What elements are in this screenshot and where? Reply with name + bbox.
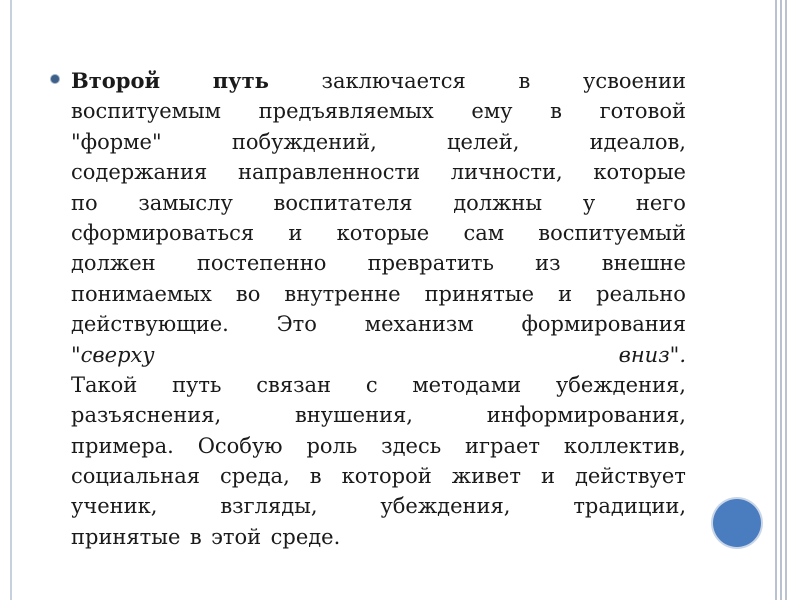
border-stripe [775, 0, 777, 600]
text-word: готовой [599, 99, 686, 124]
text-line [71, 461, 686, 491]
text-word: в [189, 524, 202, 549]
text-word: информирования, [486, 403, 686, 428]
text-word: Это [276, 312, 317, 337]
text-word: и [288, 220, 303, 245]
text-line [71, 66, 686, 96]
text-line [71, 431, 686, 461]
text-word: которые [593, 160, 686, 185]
text-word-italic: вниз". [618, 342, 686, 367]
text-word: воспитуемым [71, 99, 222, 124]
text-word: играет [465, 433, 541, 458]
text-word: личности, [450, 160, 563, 185]
text-word: принятые [71, 524, 181, 549]
text-word: действующие. [71, 312, 229, 337]
text-word: принятые [424, 281, 535, 306]
border-stripe [780, 0, 782, 600]
text-word: ему [471, 99, 513, 124]
text-word: из [535, 251, 561, 276]
text-word: усвоении [582, 69, 686, 93]
text-word: убеждения, [555, 372, 686, 397]
text-word: побуждений, [231, 129, 377, 154]
text-word: примера. [71, 433, 174, 458]
text-word: него [635, 190, 686, 215]
text-line [71, 400, 686, 430]
text-word: методами [412, 372, 522, 397]
text-word: разъяснения, [71, 403, 222, 428]
border-stripe [785, 0, 787, 600]
text-line [71, 522, 686, 552]
text-word: взгляды, [220, 494, 318, 519]
text-word: воспитателя [273, 190, 413, 215]
text-word: постепенно [196, 251, 327, 276]
text-word: реально [596, 281, 686, 306]
text-line [71, 157, 686, 187]
text-word: во [235, 281, 261, 306]
text-word: и [540, 464, 555, 489]
text-line [71, 127, 686, 157]
text-word: содержания [71, 160, 208, 185]
text-line [71, 96, 686, 126]
text-word: этой [211, 524, 262, 549]
text-line [71, 188, 686, 218]
body-text [71, 66, 686, 552]
text-word: в [518, 69, 531, 93]
right-border-decoration [775, 0, 789, 600]
text-word: роль [306, 433, 358, 458]
text-line [71, 248, 686, 278]
text-word: действует [574, 464, 686, 489]
text-word: которые [336, 220, 430, 245]
text-word: убеждения, [380, 494, 511, 519]
bullet-dot-icon [51, 75, 59, 83]
text-word: среде. [270, 524, 341, 549]
text-word: и [558, 281, 573, 306]
text-word: сформироваться [71, 220, 255, 245]
text-word: традиции, [573, 494, 686, 519]
text-line [71, 309, 686, 339]
text-word: в [550, 99, 562, 124]
text-word: связан [256, 372, 332, 397]
text-word: целей, [447, 129, 520, 154]
text-word: Особую [197, 433, 283, 458]
text-word: ученик, [71, 494, 158, 519]
text-word: социальная [71, 464, 200, 489]
text-word: предъявляемых [258, 99, 434, 124]
text-word: коллектив, [563, 433, 686, 458]
text-word: живет [451, 464, 521, 489]
text-word: путь [172, 372, 222, 397]
text-word: внушения, [294, 403, 413, 428]
text-word: должны [453, 190, 543, 215]
text-word: замыслу [138, 190, 233, 215]
text-word: с [365, 372, 378, 397]
text-word: превратить [367, 251, 494, 276]
text-line [71, 491, 686, 521]
blue-circle-decoration [713, 499, 761, 547]
text-word: заключается [321, 69, 466, 93]
text-word-bold: Второй [71, 68, 161, 93]
text-word: внутренне [284, 281, 401, 306]
text-word: в [309, 464, 322, 489]
text-word: идеалов, [589, 129, 686, 154]
text-word: должен [71, 251, 156, 276]
text-word: механизм [364, 312, 474, 337]
text-word: по [71, 190, 98, 215]
text-word: понимаемых [71, 281, 212, 306]
text-line [71, 370, 686, 400]
text-word: у [582, 190, 596, 215]
text-word: здесь [381, 433, 442, 458]
text-line [71, 279, 686, 309]
text-word: среда, [219, 464, 290, 489]
text-word: воспитуемый [538, 220, 686, 245]
text-word: сам [463, 220, 505, 245]
text-word-bold: путь [212, 68, 269, 93]
text-line [71, 218, 686, 248]
text-word: направленности [237, 160, 421, 185]
text-word: которой [341, 464, 432, 489]
text-word: "форме" [71, 129, 162, 154]
text-word: формирования [521, 312, 686, 337]
text-word: Такой [71, 372, 138, 397]
text-line [71, 340, 686, 370]
text-word-italic: "сверху [71, 342, 155, 367]
text-word: внешне [601, 251, 686, 276]
left-border-line [10, 0, 12, 600]
